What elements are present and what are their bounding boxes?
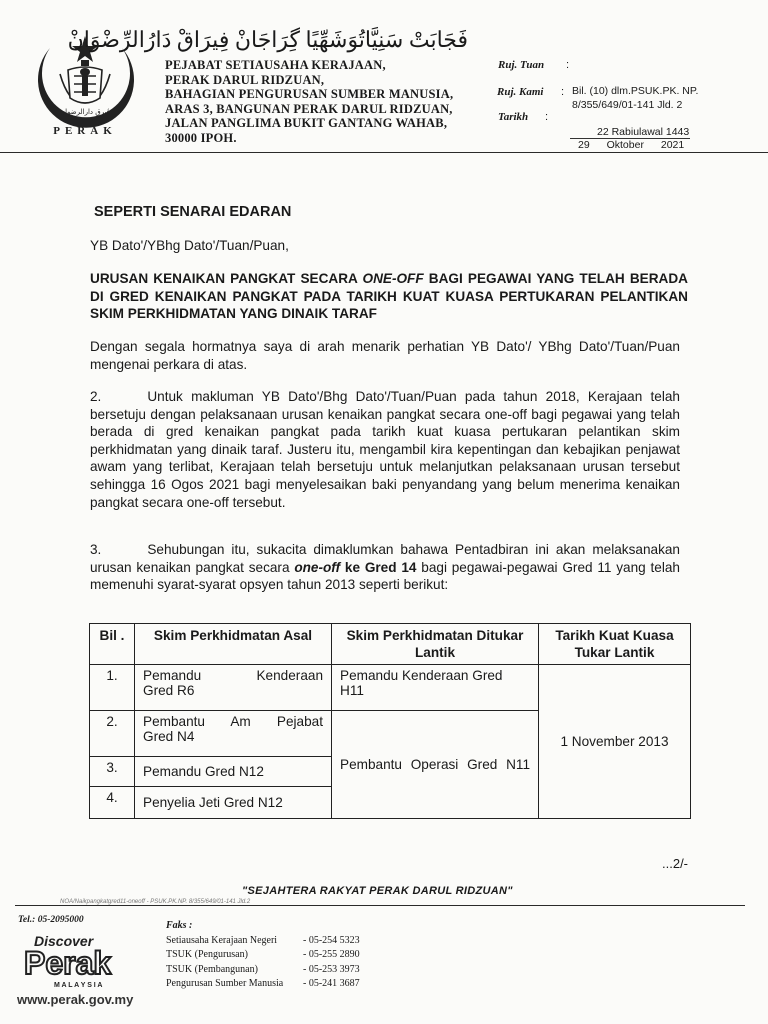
fax-row [166, 977, 360, 991]
row-skim-asal [135, 665, 332, 711]
ruj-tuan-colon: : [566, 59, 570, 71]
ruj-kami-value-line2: 8/355/649/01-141 Jld. 2 [572, 99, 683, 111]
address-line: 30000 IPOH. [165, 130, 237, 145]
tarikh-colon: : [545, 111, 549, 123]
paragraph-3-part1: Sehubungan itu, sukacita dimaklumkan bahawa Pentadbiran ini akan melaksanakan urusan kenaikan pangkat secara [90, 542, 680, 575]
fax-row [166, 934, 360, 948]
fax-number: - 05-253 3973 [303, 963, 360, 975]
row-bil: 3. [90, 757, 135, 787]
faks-label: Faks : [166, 920, 193, 931]
ruj-kami-label: Ruj. Kami [497, 86, 544, 98]
fax-number: - 05-254 5323 [303, 935, 360, 946]
jawi-motto-banner: فَجَابَتْ سَنِيَّاتُوَشَهِّيًا گِرَاجَانْ فِيرَاقْ دَارُالرِّضْوَانْ [67, 27, 468, 52]
row-skim-asal-line1: Pembantu Am Pejabat [143, 714, 323, 729]
fax-number: - 05-241 3687 [303, 977, 360, 989]
fax-name: TSUK (Pengurusan) [166, 949, 248, 961]
address-line: PEJABAT SETIAUSAHA KERAJAAN, [165, 58, 386, 72]
footer-divider [15, 905, 745, 906]
paragraph-3-number: 3. [90, 542, 102, 557]
fax-row [166, 963, 360, 977]
promotion-table [89, 623, 691, 819]
merged-lantik-text: Pembantu Operasi Gred N11 [340, 757, 530, 772]
fax-name: Setiausaha Kerajaan Negeri [166, 935, 278, 946]
subject-part2: BAGI PEGAWAI YANG TELAH BERADA DI GRED KENAIKAN PANGKAT PADA TARIKH KUAT KUASA PERTUKARAN PELANTIKAN SKIM PERKHIDMATAN YANG DINAIK TARAF [90, 271, 688, 322]
logo-discover-text: Discover [34, 933, 94, 949]
discover-perak-logo [20, 930, 146, 990]
office-address-block [165, 58, 453, 146]
fax-list [166, 934, 360, 991]
logo-perak-text: Perak [24, 945, 112, 981]
row-skim-asal-line1: Pemandu Kenderaan [143, 668, 323, 683]
crest-jawi-text: ڤيرق دارالرضوان [59, 108, 111, 116]
telephone: Tel.: 05-2095000 [18, 915, 84, 925]
table-header-row [90, 624, 691, 665]
merged-tarikh-cell: 1 November 2013 [539, 665, 691, 819]
paragraph-3-part2: bagi pegawai-pegawai Gred 11 yang telah memenuhi syarat-syarat opsyen tahun 2013 seperti berikut: [90, 559, 680, 593]
row-skim-asal-line2: Gred N4 [143, 729, 195, 744]
address-line: PERAK DARUL RIDZUAN, [165, 72, 325, 87]
file-path: NOA/Naikpangkatgred11-oneoff - PSUK.PK.NP. 8/355/649/01-141 Jld.2 [60, 899, 251, 905]
website-link[interactable]: www.perak.gov.my [17, 992, 134, 1007]
fax-row [166, 948, 360, 962]
header-skim-asal: Skim Perkhidmatan Asal [135, 624, 332, 665]
header-divider [0, 152, 768, 153]
date-hijri: 22 Rabiulawal 1443 [597, 126, 690, 138]
row-skim-asal: Pemandu Gred N12 [135, 757, 332, 787]
header-skim-ditukar: Skim Perkhidmatan Ditukar Lantik [332, 624, 539, 665]
fax-name: Pengurusan Sumber Manusia [166, 977, 284, 989]
merged-lantik-cell [332, 711, 539, 819]
salutation: YB Dato'/YBhg Dato'/Tuan/Puan, [90, 238, 289, 253]
ruj-kami-value [572, 84, 698, 112]
row-skim-asal-line2: Gred R6 [143, 683, 195, 698]
date-gregorian: 29 Oktober 2021 [578, 139, 685, 151]
subject-emphasis: ONE-OFF [362, 271, 424, 286]
table-row [90, 665, 691, 711]
paragraph-2-text: Untuk makluman YB Dato'/Bhg Dato'/Tuan/Puan pada tahun 2018, Kerajaan telah bersetuju dengan pelaksanaan urusan kenaikan pangkat secara one-off bagi pegawai yang telah berada di gred kenaikan pangkat pada tarikh kuat kuasa pertukaran pelantikan skim perkhidmatan yang dinaik taraf. Justeru itu, mengambil kira kepentingan dan kebajikan penjawat awam yang terlibat, Kerajaan telah bersetuju untuk melanjutkan pelaksanaan urusan tersebut sehingga 16 Ogos 2021 bagi menyelesaikan baki penyandang yang belum menerima kenaikan pangkat secara one-off tersebut. [90, 389, 680, 510]
header-tarikh: Tarikh Kuat Kuasa Tukar Lantik [539, 624, 691, 665]
letter-subject [90, 270, 688, 323]
row-skim-asal: Penyelia Jeti Gred N12 [135, 787, 332, 819]
tarikh-label: Tarikh [498, 111, 529, 123]
address-line: JALAN PANGLIMA BUKIT GANTANG WAHAB, [165, 116, 448, 131]
paragraph-2-number: 2. [90, 389, 102, 404]
ruj-tuan-label: Ruj. Tuan [498, 59, 545, 71]
paragraph-1: Dengan segala hormatnya saya di arah menarik perhatian YB Dato'/ YBhg Dato'/Tuan/Puan mengenai perkara di atas. [90, 339, 680, 372]
ruj-kami-colon: : [561, 86, 565, 98]
logo-malaysia-text: M A L A Y S I A [54, 982, 103, 989]
row-bil: 1. [90, 665, 135, 711]
ruj-kami-value-line1: Bil. (10) dlm.PSUK.PK. NP. [572, 85, 699, 97]
fax-name: TSUK (Pembangunan) [166, 963, 258, 975]
address-line: ARAS 3, BANGUNAN PERAK DARUL RIDZUAN, [165, 101, 453, 116]
header-bil: Bil . [90, 624, 135, 665]
address-line: BAHAGIAN PENGURUSAN SUMBER MANUSIA, [165, 87, 454, 102]
row-bil: 2. [90, 711, 135, 757]
footer-motto: "SEJAHTERA RAKYAT PERAK DARUL RIDZUAN" [242, 885, 513, 897]
paragraph-3-gred14: ke Gred 14 [340, 559, 417, 575]
paragraph-2 [90, 388, 680, 511]
crest-perak-text: PERAK [53, 125, 117, 137]
page-continuation: ...2/- [662, 856, 689, 871]
row-skim-asal [135, 711, 332, 757]
recipient-heading: SEPERTI SENARAI EDARAN [94, 204, 292, 220]
paragraph-3 [90, 541, 680, 594]
fax-number: - 05-255 2890 [303, 949, 360, 961]
paragraph-3-oneoff: one-off [294, 559, 341, 575]
subject-part1: URUSAN KENAIKAN PANGKAT SECARA [90, 271, 363, 286]
row-bil: 4. [90, 787, 135, 819]
row-skim-lantik: Pemandu Kenderaan Gred H11 [332, 665, 539, 711]
